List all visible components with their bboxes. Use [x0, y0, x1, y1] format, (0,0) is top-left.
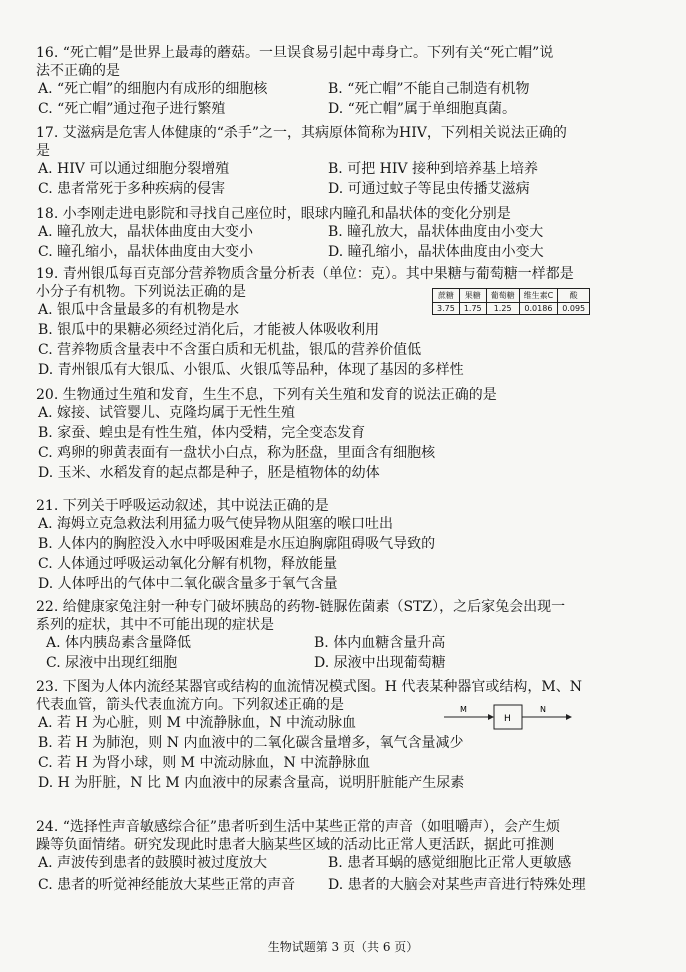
q21-stem-line1: 21. 下列关于呼吸运动叙述，其中说法正确的是 — [36, 498, 329, 514]
q23-stem-line2: 代表血管，箭头代表血流方向。下列叙述正确的是 — [36, 697, 344, 713]
q22-stem-line2: 系列的症状，其中不可能出现的症状是 — [36, 617, 274, 633]
table-header-fructose: 果糖 — [459, 289, 486, 303]
table-value-sucrose: 3.75 — [433, 303, 460, 315]
q18-options-row2 — [36, 243, 664, 263]
q19-option-c[interactable]: C. 营养物质含量表中不含蛋白质和无机盐，银瓜的营养价值低 — [38, 342, 422, 358]
q24-options-row1 — [36, 854, 664, 876]
q22-options-row1 — [36, 634, 664, 654]
q17-option-a[interactable]: A. HIV 可以通过细胞分裂增殖 — [38, 161, 230, 177]
q16-option-a[interactable]: A. “死亡帽”的细胞内有成形的细胞核 — [38, 81, 268, 97]
table-header-glucose: 葡萄糖 — [486, 289, 519, 303]
table-value-glucose: 1.25 — [486, 303, 519, 315]
q23-option-d[interactable]: D. H 为肝脏，N 比 M 内血液中的尿素含量高，说明肝脏能产生尿素 — [38, 775, 465, 791]
q20-option-c[interactable]: C. 鸡卵的卵黄表面有一盘状小白点，称为胚盘，里面含有细胞核 — [38, 445, 436, 461]
q21-option-d[interactable]: D. 人体呼出的气体中二氧化碳含量多于氧气含量 — [38, 576, 338, 592]
q20-stem-line1: 20. 生物通过生殖和发育，生生不息，下列有关生殖和发育的说法正确的是 — [36, 387, 497, 403]
q18-option-d[interactable]: D. 瞳孔缩小，晶状体曲度由小变大 — [328, 244, 544, 260]
table-value-fructose: 1.75 — [459, 303, 486, 315]
q23-option-c[interactable]: C. 若 H 为肾小球，则 M 中流动脉血，N 中流静脉血 — [38, 755, 371, 771]
q18-option-b[interactable]: B. 瞳孔放大，晶状体曲度由小变大 — [328, 224, 544, 240]
nutrition-table — [432, 288, 590, 315]
table-header-acid: 酸 — [558, 289, 590, 303]
q19-option-d[interactable]: D. 青州银瓜有大银瓜、小银瓜、火银瓜等品种，体现了基因的多样性 — [38, 362, 464, 378]
question-22 — [36, 598, 664, 674]
question-17 — [36, 124, 664, 200]
q16-option-c[interactable]: C. “死亡帽”通过孢子进行繁殖 — [38, 101, 226, 117]
q20-option-d[interactable]: D. 玉米、水稻发育的起点都是种子，胚是植物体的幼体 — [38, 465, 380, 481]
q18-options-row1 — [36, 223, 664, 243]
label-m: M — [460, 705, 467, 714]
q24-stem-line2: 躁等负面情绪。研究发现此时患者大脑某些区域的活动比正常人更活跃，据此可推测 — [36, 837, 554, 853]
q24-options-row2 — [36, 876, 664, 896]
q24-option-b[interactable]: B. 患者耳蜗的感觉细胞比正常人更敏感 — [328, 855, 572, 871]
q17-option-c[interactable]: C. 患者常死于多种疾病的侵害 — [38, 181, 226, 197]
q19-stem-line2: 小分子有机物。下列说法正确的是 — [36, 284, 246, 300]
q23-option-a[interactable]: A. 若 H 为心脏，则 M 中流静脉血，N 中流动脉血 — [38, 715, 357, 731]
q16-stem-line2: 法不正确的是 — [36, 63, 120, 79]
question-16 — [36, 44, 664, 120]
q17-options-row2 — [36, 180, 664, 200]
question-20 — [36, 386, 664, 484]
q16-options-row2 — [36, 100, 664, 120]
q22-option-b[interactable]: B. 体内血糖含量升高 — [314, 635, 446, 651]
question-23 — [36, 678, 664, 794]
q17-option-b[interactable]: B. 可把 HIV 接种到培养基上培养 — [328, 161, 538, 177]
q24-stem-line1: 24. “选择性声音敏感综合征”患者听到生活中某些正常的声音（如咀嚼声），会产生烦 — [36, 819, 561, 835]
q16-stem-line1: 16. “死亡帽”是世界上最毒的蘑菇。一旦误食易引起中毒身亡。下列有关“死亡帽”说 — [36, 45, 554, 61]
q19-option-a[interactable]: A. 银瓜中含量最多的有机物是水 — [38, 302, 240, 318]
q24-option-a[interactable]: A. 声波传到患者的鼓膜时被过度放大 — [38, 855, 268, 871]
q20-option-b[interactable]: B. 家蚕、蝗虫是有性生殖，体内受精，完全变态发育 — [38, 425, 366, 441]
page-footer: 生物试题第 3 页（共 6 页） — [267, 940, 419, 954]
label-h: H — [504, 714, 511, 724]
nutrition-table-value-row — [433, 303, 590, 315]
nutrition-table-header-row — [433, 289, 590, 303]
q23-stem-line1: 23. 下图为人体内流经某器官或结构的血流情况模式图。H 代表某种器官或结构，M、N — [36, 679, 582, 695]
q23-option-b[interactable]: B. 若 H 为肺泡，则 N 内血液中的二氧化碳含量增多，氧气含量减少 — [38, 735, 464, 751]
q22-option-d[interactable]: D. 尿液中出现葡萄糖 — [314, 655, 446, 671]
q17-option-d[interactable]: D. 可通过蚊子等昆虫传播艾滋病 — [328, 181, 530, 197]
q16-option-b[interactable]: B. “死亡帽”不能自己制造有机物 — [328, 81, 530, 97]
q21-option-b[interactable]: B. 人体内的胸腔没入水中呼吸困难是水压迫胸廓阻碍吸气导致的 — [38, 536, 436, 552]
q16-options-row1 — [36, 80, 664, 100]
q19-option-b[interactable]: B. 银瓜中的果糖必须经过消化后，才能被人体吸收利用 — [38, 322, 380, 338]
q24-option-d[interactable]: D. 患者的大脑会对某些声音进行特殊处理 — [328, 877, 586, 893]
q19-stem-line1: 19. 青州银瓜每百克部分营养物质含量分析表（单位：克）。其中果糖与葡萄糖一样都是 — [36, 266, 574, 282]
q22-stem-line1: 22. 给健康家兔注射一种专门破坏胰岛的药物-链脲佐菌素（STZ），之后家兔会出现一 — [36, 599, 566, 615]
q20-option-a[interactable]: A. 嫁接、试管婴儿、克隆均属于无性生殖 — [38, 405, 296, 421]
q21-option-c[interactable]: C. 人体通过呼吸运动氧化分解有机物，释放能量 — [38, 556, 338, 572]
q24-option-c[interactable]: C. 患者的听觉神经能放大某些正常的声音 — [38, 877, 296, 893]
table-value-vitamin-c: 0.0186 — [519, 303, 558, 315]
q17-stem-line1: 17. 艾滋病是危害人体健康的“杀手”之一，其病原体简称为HIV，下列相关说法正确的 — [36, 125, 567, 141]
q22-option-c[interactable]: C. 尿液中出现红细胞 — [46, 655, 178, 671]
q16-option-d[interactable]: D. “死亡帽”属于单细胞真菌。 — [328, 101, 516, 117]
question-24 — [36, 818, 664, 896]
vessel-n-arrow-icon — [566, 714, 572, 720]
label-n: N — [540, 705, 546, 714]
question-18 — [36, 205, 664, 263]
q17-stem-line2: 是 — [36, 143, 50, 159]
blood-flow-diagram — [444, 700, 574, 734]
question-21 — [36, 497, 664, 595]
q22-options-row2 — [36, 654, 664, 674]
table-value-acid: 0.095 — [558, 303, 590, 315]
table-header-vitamin-c: 维生素C — [519, 289, 558, 303]
q22-option-a[interactable]: A. 体内胰岛素含量降低 — [46, 635, 192, 651]
q18-option-a[interactable]: A. 瞳孔放大，晶状体曲度由大变小 — [38, 224, 254, 240]
q21-option-a[interactable]: A. 海姆立克急救法利用猛力吸气使异物从阻塞的喉口吐出 — [38, 516, 394, 532]
vessel-m-arrow-icon — [488, 714, 494, 720]
table-header-sucrose: 蔗糖 — [433, 289, 460, 303]
question-19 — [36, 265, 664, 381]
q18-stem-line1: 18. 小李刚走进电影院和寻找自己座位时，眼球内瞳孔和晶状体的变化分别是 — [36, 206, 511, 222]
q17-options-row1 — [36, 160, 664, 180]
q18-option-c[interactable]: C. 瞳孔缩小，晶状体曲度由大变小 — [38, 244, 254, 260]
